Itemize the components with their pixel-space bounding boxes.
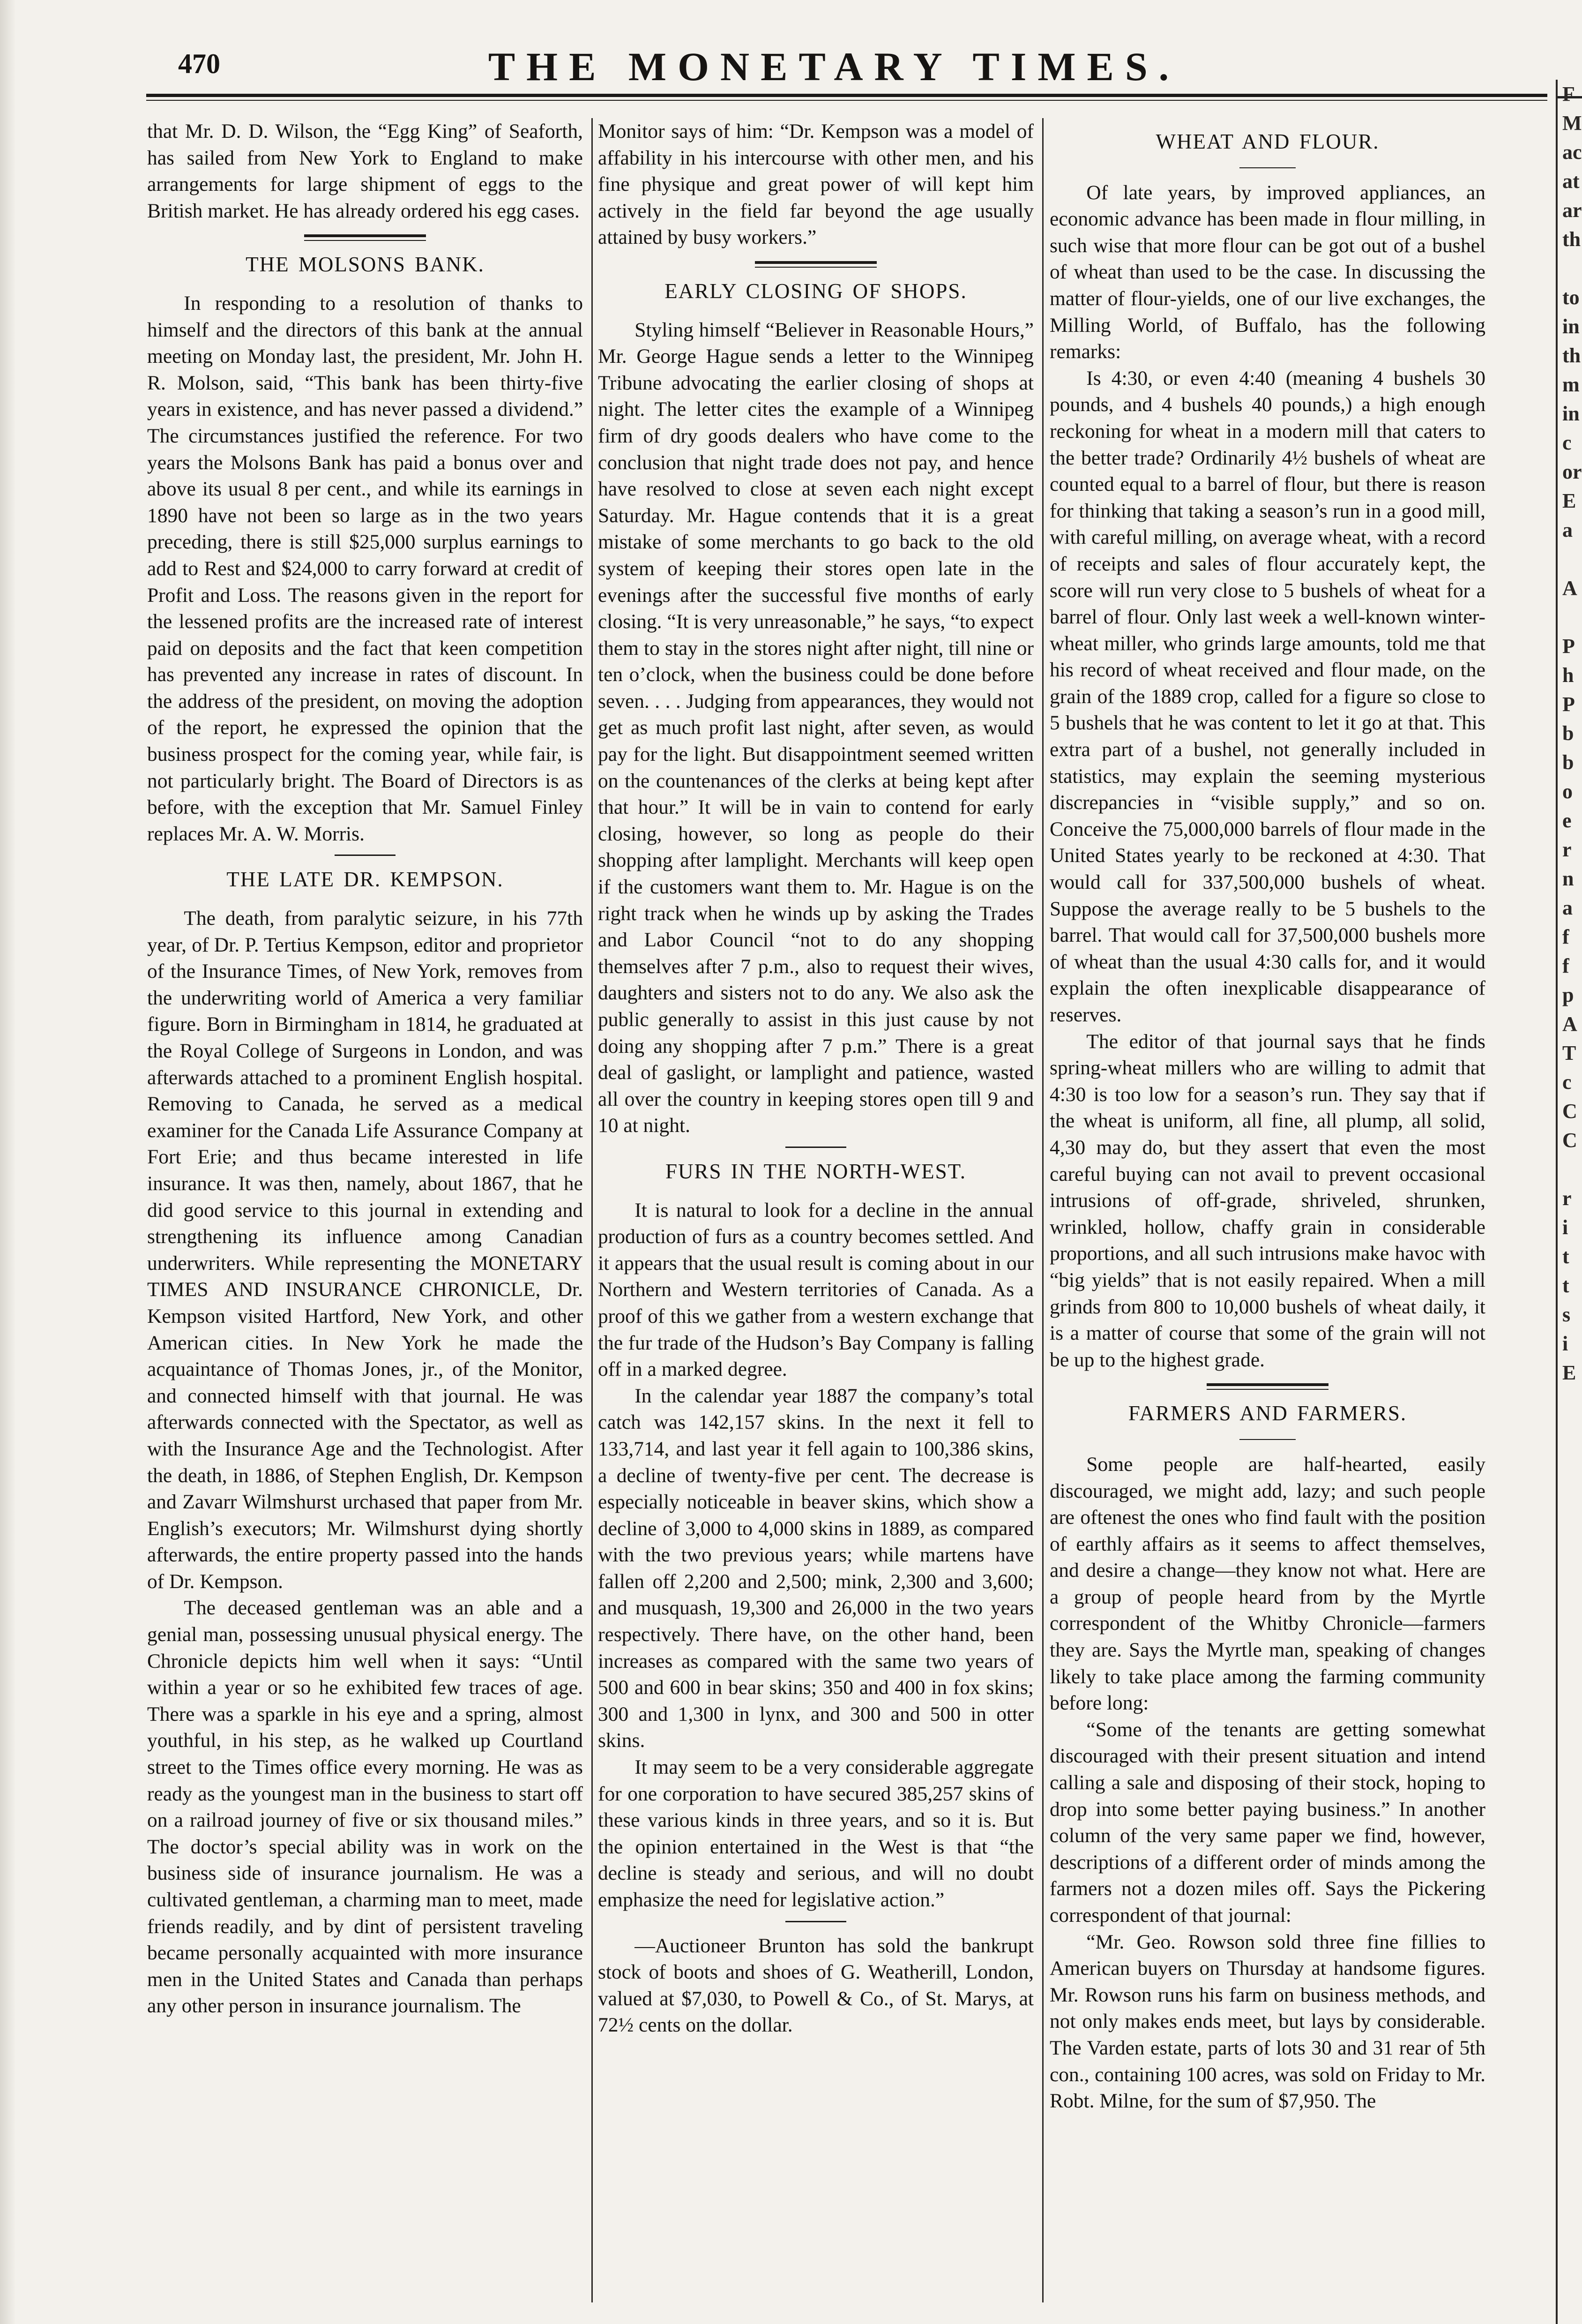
bleed-fragment: P: [1562, 693, 1575, 716]
next-page-bleed: [1556, 80, 1582, 2324]
bleed-fragment: P: [1562, 635, 1575, 658]
bleed-fragment: t: [1562, 1245, 1569, 1268]
bleed-fragment: F: [1562, 82, 1575, 105]
page-header: [117, 46, 1551, 91]
paragraph: The death, from paralytic seizure, in his 77th year, of Dr. P. Tertius Kempson, editor and proprietor of the Insurance Times, of New York, removes from the underwriting world of America a very familiar figure. Born in Birmingham in 1814, he graduated at the Royal College of Surgeons in London, and was afterwards attached to a prominent English hospital. Removing to Canada, he served as a medical examiner for the Canada Life Assurance Company at Fort Erie; and thus became interested in life insurance. It was then, namely, about 1867, that he did good service to this journal in extending and strengthening its influence among Canadian underwriters. While representing the MONETARY TIMES AND INSURANCE CHRONICLE, Dr. Kempson visited Hartford, New York, and other American cities. In New York he made the acquaintance of Thomas Jones, jr., of the Monitor, and connected himself with that journal. He was afterwards connected with the Spectator, as well as with the Insurance Age and the Technologist. After the death, in 1886, of Stephen English, Dr. Kempson and Zavarr Wilmshurst urchased that paper from Mr. English’s executors; Mr. Wilmshurst dying shortly afterwards, the entire property passed into the hands of Dr. Kempson.: [147, 907, 583, 1593]
bleed-fragment: h: [1562, 664, 1574, 687]
bleed-fragment: E: [1562, 1361, 1576, 1384]
paragraph: The editor of that journal says that he finds spring-wheat millers who are willing to admit that 4:30 is too low for a season’s run. They say that if the wheat is uniform, all fine, all plump, all solid, 4,30 may do, but they assert that even the most careful buying can not avail to prevent occasional intrusions of off-grade, shriveled, shrunken, wrinkled, hollow, chaffy grain in considerable proportions, and all such intrusions make havoc with “big yields” that is not easily repaired. When a mill grinds from 800 to 10,000 bushels of wheat daily, it is a matter of course that some of the grain will not be up to the highest grade.: [1050, 1030, 1485, 1371]
bleed-fragment: c: [1562, 431, 1572, 454]
paragraph: In the calendar year 1887 the company’s total catch was 142,157 skins. In the next it fell to 133,714, and last year it fell again to 100,386 skins, a decline of twenty-five per cent. The decrease is especially noticeable in beaver skins, which show a decline of 3,000 to 4,000 skins in 1889, as compared with the two previous years; while martens have fallen off 2,200 and 2,500; mink, 2,300 and 3,600; and musquash, 19,300 and 26,000 in the two years respectively. There have, on the other hand, been increases as compared with the same two years of 500 and 600 in bear skins; 350 and 400 in fox skins; 300 and 1,300 in lynx, and 300 and 500 in otter skins.: [598, 1384, 1034, 1752]
bleed-fragment: C: [1562, 1129, 1577, 1152]
paragraph: Of late years, by improved appliances, an economic advance has been made in flour milling, in such wise that more flour can be got out of a bushel of wheat than used to be the case. In discussing the matter of flour-yields, one of our live exchanges, the Milling World, of Buffalo, has the following remarks:: [1050, 181, 1485, 363]
paragraph: —Auctioneer Brunton has sold the bankrupt stock of boots and shoes of G. Weatherill, London, valued at $7,030, to Powell & Co., of St. Marys, at 72½ cents on the dollar.: [598, 1934, 1034, 2037]
paragraph: In responding to a resolution of thanks to himself and the directors of this bank at the annual meeting on Monday last, the president, Mr. John H. R. Molson, said, “This bank has been thirty-five years in existence, and has never passed a dividend.” The circumstances justified the reference. For two years the Molsons Bank has paid a bonus over and above its usual 8 per cent., and while its earnings in 1890 have not been so large as in the two years preceding, there is still $25,000 surplus earnings to add to Rest and $24,000 to carry forward at credit of Profit and Loss. The reasons given in the report for the lessened profits are the increased rate of interest paid on deposits and the fact that keen competition has prevented any increase in rates of discount. In the address of the president, on moving the adoption of the report, he expressed the opinion that the business prospect for the coming year, while fair, is not particularly bright. The Board of Directors is as before, with the exception that Mr. Samuel Finley replaces Mr. A. W. Morris.: [147, 292, 583, 845]
bleed-fragment: t: [1562, 1274, 1569, 1297]
publication-title: THE MONETARY TIMES.: [488, 44, 1180, 89]
paragraph: It is natural to look for a decline in the annual production of furs as a country becomes settled. And it appears that the usual result is coming about in our Northern and Western territories of Canada. As a proof of this we gather from a western exchange that the fur trade of the Hudson’s Bay Company is falling off in a marked degree.: [598, 1199, 1034, 1381]
bleed-fragment: in: [1562, 315, 1580, 338]
paragraph: Some people are half-hearted, easily discouraged, we might add, lazy; and such people are oftenest the ones who find fault with the position of earthly affairs as it seems to affect themselves, and desire a change—they know not what. Here are a group of people heard from by the Myrtle correspondent of the Whitby Chronicle—farmers they are. Says the Myrtle man, speaking of changes likely to take place among the farming community before long:: [1050, 1453, 1485, 1715]
bleed-fragment: at: [1562, 170, 1580, 193]
paragraph: Monitor says of him: “Dr. Kempson was a model of affability in his intercourse with other men, and his fine physique and great power of will kept him actively in the field far beyond the age usually attained by busy workers.”: [598, 120, 1034, 249]
bleed-fragment: c: [1562, 1071, 1572, 1094]
bleed-fragment: [1558, 1155, 1582, 1184]
bleed-fragment: ac: [1562, 141, 1582, 164]
bleed-fragment: T: [1562, 1042, 1576, 1065]
bleed-fragment: e: [1562, 809, 1572, 832]
bleed-fragment: to: [1562, 286, 1580, 309]
separator-rule: [1239, 167, 1296, 168]
paragraph: The deceased gentleman was an able and a genial man, possessing unusual physical energy. The Chronicle depicts him well when it says: “Until within a year or so he exhibited few traces of age. There was a sparkle in his eye and a spring, almost youthful, in his step, as he walked up Courtland street to the Times office every morning. He was as ready as the youngest man in the business to start off on a railroad journey of five or six thousand miles.” The doctor’s special ability was in work on the business side of insurance journalism. He was a cultivated gentleman, a charming man to meet, made friends readily, and by dint of persistent traveling became personally acquainted with more insurance men in the United States and Canada than perhaps any other person in insurance journalism. The: [147, 1597, 583, 2017]
bleed-fragment: p: [1562, 983, 1574, 1006]
bleed-fragment: in: [1562, 402, 1580, 425]
column-divider: [591, 118, 593, 2302]
separator-rule: [755, 261, 877, 268]
separator-rule: [785, 1147, 846, 1148]
paragraph: that Mr. D. D. Wilson, the “Egg King” of Seaforth, has sailed from New York to England to make arrangements for large shipment of eggs to the British market. He has already ordered his egg cases.: [147, 120, 583, 222]
bleed-fragment: s: [1562, 1303, 1571, 1326]
bleed-fragment: f: [1562, 925, 1569, 948]
separator-rule: [785, 1921, 846, 1922]
header-rule: [146, 94, 1547, 97]
article-heading: FARMERS AND FARMERS.: [1128, 1402, 1407, 1425]
bleed-fragment: th: [1562, 228, 1581, 251]
paragraph: It may seem to be a very considerable aggregate for one corporation to have secured 385,257 skins of these various kinds in three years, and so it is. But the opinion entertained in the West is that “the decline is steady and serious, and will no doubt emphasize the need for legislative action.”: [598, 1756, 1034, 1911]
bleed-fragment: r: [1562, 838, 1572, 861]
bleed-fragment: [1558, 603, 1582, 632]
article-heading: EARLY CLOSING OF SHOPS.: [664, 279, 967, 303]
bleed-fragment: b: [1562, 722, 1574, 745]
bleed-fragment: a: [1562, 518, 1573, 541]
bleed-fragment: or: [1562, 460, 1582, 483]
column-2: [598, 118, 1034, 2302]
scan-edge: [0, 0, 16, 2324]
bleed-fragment: b: [1562, 751, 1574, 774]
bleed-fragment: i: [1562, 1216, 1568, 1239]
bleed-fragment: i: [1562, 1332, 1568, 1355]
bleed-fragment: m: [1562, 373, 1580, 396]
article-heading: THE MOLSONS BANK.: [246, 253, 485, 277]
bleed-fragment: A: [1562, 1012, 1577, 1035]
bleed-fragment: [1558, 545, 1582, 574]
column-3: [1050, 118, 1485, 2302]
separator-rule: [335, 855, 396, 856]
bleed-fragment: [1558, 254, 1582, 283]
bleed-fragment: A: [1562, 577, 1577, 600]
article-heading: FURS IN THE NORTH-WEST.: [665, 1159, 967, 1183]
page-number: 470: [178, 48, 220, 79]
separator-rule: [1239, 1439, 1296, 1440]
bleed-fragment: E: [1562, 489, 1576, 512]
separator-rule: [1207, 1383, 1328, 1390]
paragraph: “Mr. Geo. Rowson sold three fine fillies to American buyers on Thursday at handsome figures. Mr. Rowson runs his farm on business methods, and not only makes ends meet, but lays by considerable. The Varden estate, parts of lots 30 and 31 rear of 5th con., containing 100 acres, was sold on Friday to Mr. Robt. Milne, for the sum of $7,950. The: [1050, 1930, 1485, 2113]
paragraph: “Some of the tenants are getting somewhat discouraged with their present situation and intend calling a sale and disposing of their stock, hoping to drop into some better paying business.” In another column of the very same paper we find, however, descriptions of a different order of minds among the farmers not a dozen miles off. Says the Pickering correspondent of that journal:: [1050, 1718, 1485, 1927]
bleed-fragment: a: [1562, 896, 1573, 919]
column-1: [147, 118, 583, 2302]
bleed-fragment: n: [1562, 867, 1574, 890]
bleed-fragment: ar: [1562, 199, 1582, 222]
separator-rule: [304, 234, 426, 241]
bleed-fragment: C: [1562, 1100, 1577, 1123]
bleed-fragment: f: [1562, 954, 1569, 977]
article-heading: THE LATE DR. KEMPSON.: [226, 868, 504, 892]
paragraph: Styling himself “Believer in Reasonable Hours,” Mr. George Hague sends a letter to the Winnipeg Tribune advocating the earlier closing of shops at night. The letter cites the example of a Winnipeg firm of dry goods dealers who have come to the conclusion that night trade does not pay, and hence have resolved to close at seven each night except Saturday. Mr. Hague contends that it is a great mistake of some merchants to go back to the old system of keeping their stores open late in the evenings after the successful five months of early closing. “It is very unreasonable,” he says, “to expect them to stay in the stores night after night, till nine or ten o’clock, when the business could be done before seven. . . . Judging from appearances, they would not get as much profit last night, after seven, as would pay for the light. But disappointment seemed written on the countenances of the clerks at being kept after that hour.” It will be in vain to contend for early closing, however, so long as people do their shopping after lamplight. Merchants will keep open if the customers want them to. Mr. Hague is on the right track when he winds up by asking the Trades and Labor Council “not to do any shopping themselves after 7 p.m., also to request their wives, daughters and sisters not to do any. We also ask the public generally to assist in this just cause by not doing any shopping after 7 p.m.” There is a great deal of gaslight, or lamplight and patience, wasted all over the country in keeping stores open till 9 and 10 at night.: [598, 318, 1034, 1137]
bleed-fragment: th: [1562, 344, 1581, 367]
bleed-fragment: o: [1562, 780, 1573, 803]
article-heading: WHEAT AND FLOUR.: [1156, 130, 1380, 153]
header-rule-thin: [146, 100, 1547, 101]
paragraph: Is 4:30, or even 4:40 (meaning 4 bushels 30 pounds, and 4 bushels 40 pounds,) a high enough reckoning for wheat in a modern mill that caters to the better trade? Ordinarily 4½ bushels of wheat are counted equal to a barrel of flour, but there is reason for thinking that taking a season’s run in a good mill, with careful milling, on average wheat, with a record of receipts and sales of flour accurately kept, the score will run very close to 5 bushels of wheat for a barrel of flour. Only last week a well-known winter-wheat miller, who grinds large amounts, told me that his record of wheat received and flour made, on the grain of the 1889 crop, called for a figure so close to 5 bushels that he was content to let it go at that. This extra part of a bushel, not generally included in statistics, may explain the seeming mysterious discrepancies in “visible supply,” and so on. Conceive the 75,000,000 barrels of flour made in the United States yearly to be reckoned at 4:30. That would call for 337,500,000 bushels of wheat. Suppose the average really to be 5 bushels to the barrel. That would call for 37,500,000 bushels more of wheat than the usual 4:30 calls for, and it would explain the often inexplicable disappearance of reserves.: [1050, 367, 1485, 1026]
column-divider: [1042, 118, 1044, 2302]
bleed-fragment: r: [1562, 1187, 1572, 1210]
bleed-fragment: M: [1562, 112, 1582, 135]
